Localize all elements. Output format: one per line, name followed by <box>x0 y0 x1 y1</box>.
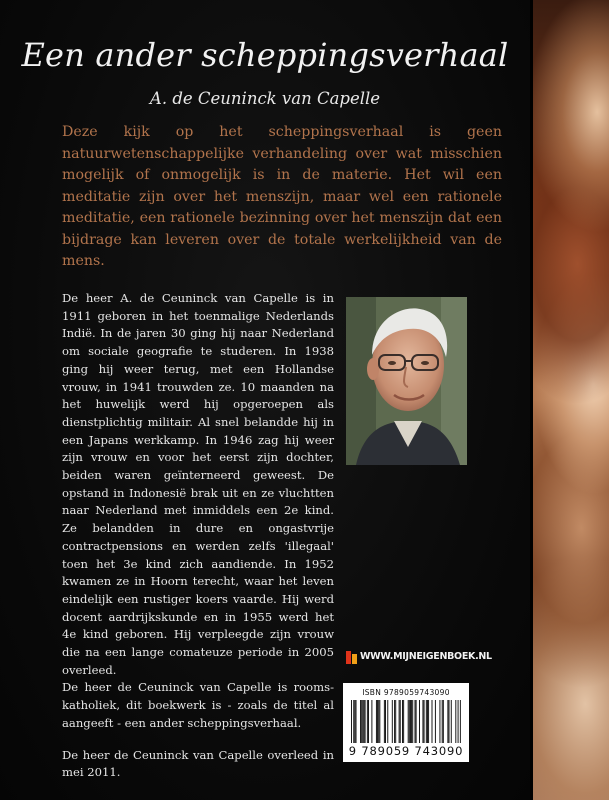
barcode-bar <box>458 700 459 743</box>
barcode-bar <box>410 700 411 743</box>
barcode-bar <box>353 700 354 743</box>
barcode-bar <box>384 700 385 743</box>
book-title: Een ander scheppingsverhaal <box>21 36 509 74</box>
barcode-bar <box>439 700 440 743</box>
barcode-bar <box>442 700 443 743</box>
barcode-bar <box>460 700 461 743</box>
barcode-bar <box>365 700 366 743</box>
barcode-bar <box>451 700 452 743</box>
barcode-bar <box>400 700 401 743</box>
author-biography <box>62 290 334 782</box>
barcode-bar <box>376 700 377 743</box>
barcode-bar <box>428 700 429 743</box>
barcode-bar <box>368 700 369 743</box>
barcode-bar <box>411 700 412 743</box>
barcode-bars-icon <box>351 700 461 743</box>
barcode-bar <box>447 700 448 743</box>
barcode-bar <box>424 700 425 743</box>
barcode-bar <box>427 700 428 743</box>
barcode-bar <box>394 700 395 743</box>
bio-paragraph: De heer A. de Ceuninck van Capelle is in 1911 geboren in het toenmalige Nederlands Indië. In de jaren 30 ging hij naar Nederland om sociale geografie te studeren. In 1938 ging hij weer terug, met een Hollandse vrouw, in 1941 trouwden ze. 10 maanden na het huwelijk werd hij opgeroepen als dienstplichtig militair. Al snel belandde hij in een Japans werkkamp. In 1946 zag hij weer zijn vrouw en voor het eerst zijn dochter, beiden waren geïnterneerd geweest. De opstand in Indonesië brak uit en ze vluchtten naar Nederland met inmiddels een 2e kind. Ze belandden in dure en ongastvrije contractpensions en werden zelfs 'illegaal' toen het 3e kind zich aandiende. In 1952 kwamen ze in Hoorn terecht, waar het leven eindelijk een rustiger koers vaarde. Hij werd docent aardrijkskunde en in 1955 werd het 4e kind geboren. Hij verpleegde zijn vrouw die na een lange comateuze periode in 2005 overleed. <box>62 291 334 677</box>
barcode-bar <box>379 700 380 743</box>
barcode-bar <box>426 700 427 743</box>
barcode-bar <box>360 700 361 743</box>
barcode-bar <box>408 700 409 743</box>
barcode-bar <box>419 700 420 743</box>
barcode-bar <box>402 700 403 743</box>
isbn-label: ISBN 9789059743090 <box>362 688 450 697</box>
publisher-logo <box>343 649 492 667</box>
barcode-bar <box>363 700 364 743</box>
bio-paragraph: De heer de Ceuninck van Capelle overleed in mei 2011. <box>62 747 334 780</box>
barcode-bar <box>371 700 372 743</box>
barcode-bar <box>362 700 363 743</box>
barcode-bar <box>356 700 357 743</box>
barcode-bar <box>378 700 379 743</box>
barcode-bar <box>409 700 410 743</box>
barcode-bar <box>367 700 368 743</box>
isbn-barcode <box>343 683 469 762</box>
bio-paragraph: De heer de Ceuninck van Capelle is rooms-katholiek, dit boekwerk is - zoals de titel al aangeeft - een ander scheppingsverhaal. <box>62 680 334 730</box>
barcode-bar <box>443 700 444 743</box>
barcode-bar <box>351 700 352 743</box>
barcode-bar <box>412 700 413 743</box>
barcode-bar <box>392 700 393 743</box>
author-portrait-illustration <box>346 297 467 465</box>
barcode-bar <box>416 700 417 743</box>
barcode-number: 9 789059 743090 <box>348 744 464 758</box>
barcode-bar <box>455 700 456 743</box>
publisher-mark-icon <box>346 651 357 664</box>
barcode-bar <box>395 700 396 743</box>
barcode-bar <box>399 700 400 743</box>
spine-divider <box>530 0 533 800</box>
spine-artwork <box>530 0 609 800</box>
barcode-bar <box>449 700 450 743</box>
intro-blurb: Deze kijk op het scheppingsverhaal is geen natuurwetenschappelijke verhandeling over wat misschien mogelijk of onmogelijk is in de materie. Het wil een meditatie zijn over het menszijn, maar wel een rationele meditatie, een rationele bezinning over het menszijn dat een bijdrage kan leveren over de totale werkelijkheid van de mens. <box>62 124 502 269</box>
book-author: A. de Ceuninck van Capelle <box>149 89 381 108</box>
barcode-bar <box>403 700 404 743</box>
barcode-bar <box>377 700 378 743</box>
barcode-bar <box>415 700 416 743</box>
barcode-bar <box>387 700 388 743</box>
barcode-bar <box>435 700 436 743</box>
barcode-bar <box>385 700 386 743</box>
publisher-url: WWW.MIJNEIGENBOEK.NL <box>360 651 492 662</box>
barcode-bar <box>361 700 362 743</box>
author-photo <box>346 297 467 465</box>
barcode-bar <box>354 700 355 743</box>
barcode-bar <box>432 700 433 743</box>
barcode-bar <box>422 700 423 743</box>
